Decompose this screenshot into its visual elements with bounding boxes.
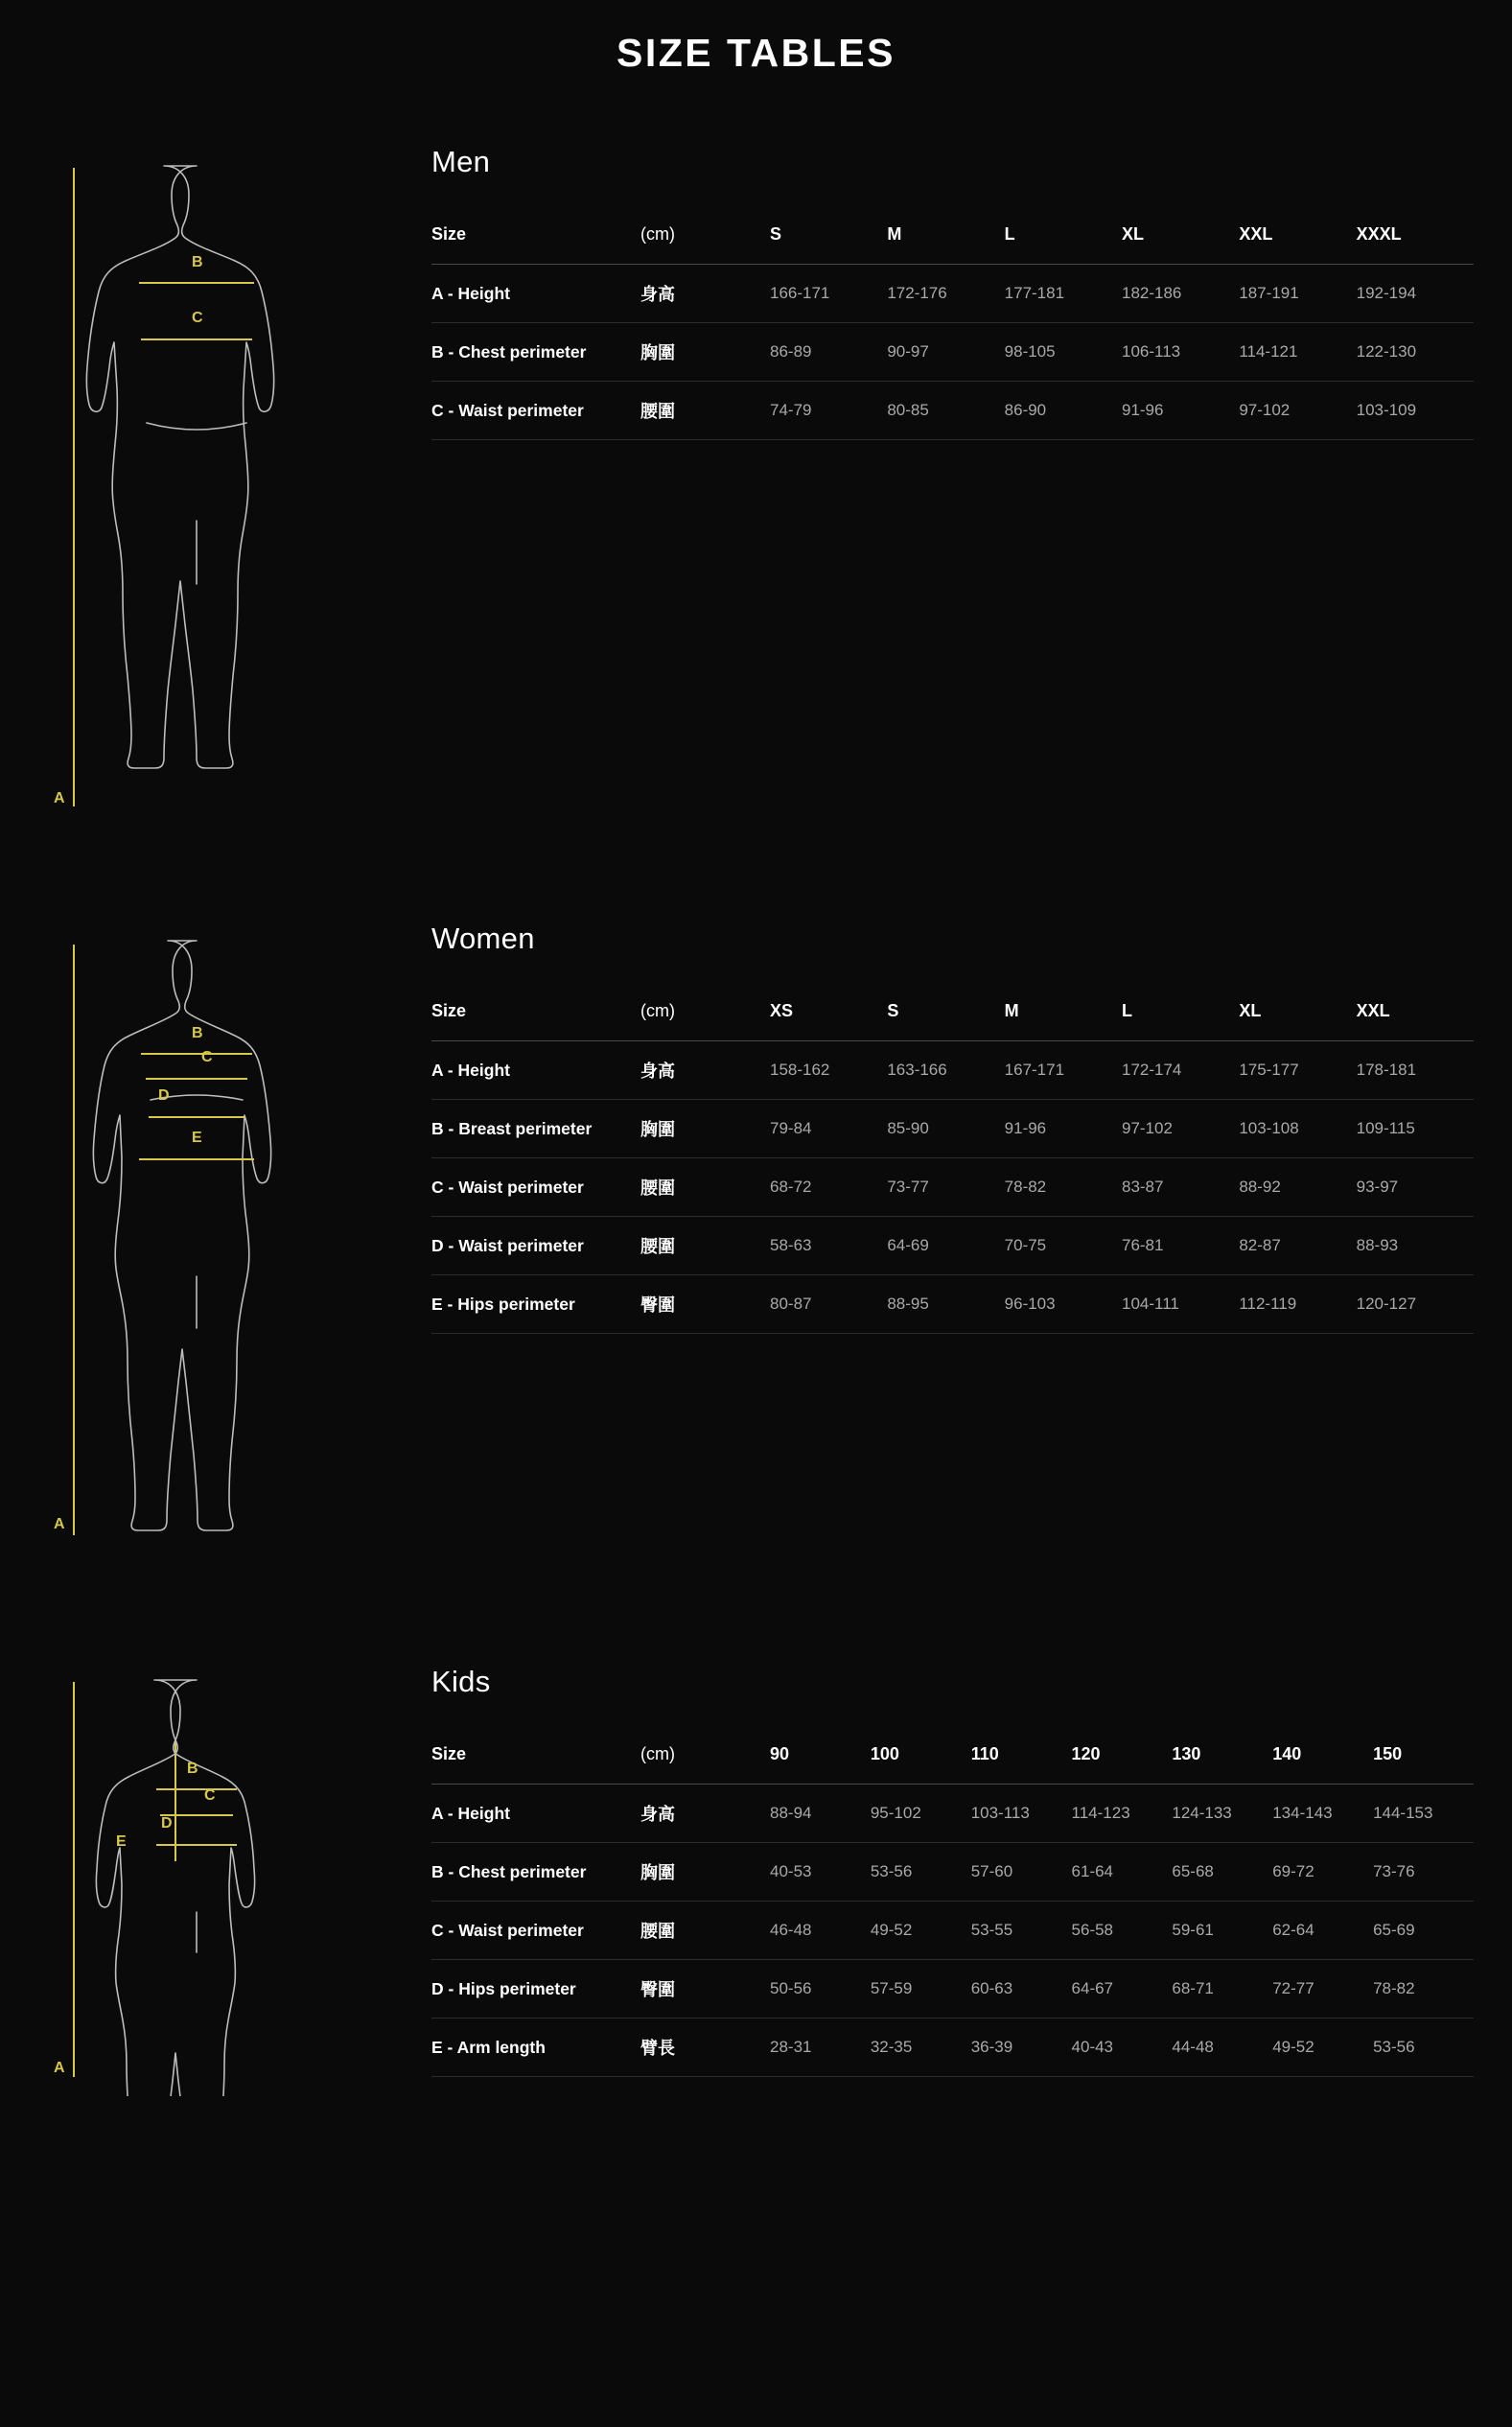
col-100: 100 [871,1728,971,1785]
women-size-table [431,985,1474,1334]
women-table-column [427,922,1474,1334]
cell: 62-64 [1272,1902,1373,1960]
cell: 78-82 [1005,1158,1122,1217]
women-marker-b: B [192,1025,203,1041]
cell: 56-58 [1072,1902,1173,1960]
cell: 104-111 [1122,1275,1239,1334]
men-size-table [431,208,1474,440]
row-label-cn: 臀圍 [640,1275,770,1334]
cell: 74-79 [770,382,887,440]
cell: 182-186 [1122,265,1239,323]
page-title: SIZE TABLES [616,31,896,75]
cell: 49-52 [1272,2019,1373,2077]
cell: 86-90 [1005,382,1122,440]
row-label: D - Hips perimeter [431,1960,640,2019]
table-row [431,265,1474,323]
col-m: M [887,208,1004,265]
row-label-cn: 腰圍 [640,1158,770,1217]
cell: 98-105 [1005,323,1122,382]
women-figure-column [53,922,427,1554]
row-label-cn: 胸圍 [640,323,770,382]
cell: 72-77 [1272,1960,1373,2019]
col-120: 120 [1072,1728,1173,1785]
cell: 172-176 [887,265,1004,323]
women-heading: Women [431,922,535,955]
row-label: A - Height [431,1785,640,1843]
row-label: B - Chest perimeter [431,1843,640,1902]
table-row [431,1275,1474,1334]
kids-marker-d: D [161,1815,173,1832]
table-row [431,323,1474,382]
kids-marker-b: B [187,1761,198,1777]
col-110: 110 [971,1728,1072,1785]
cell: 70-75 [1005,1217,1122,1275]
cell: 134-143 [1272,1785,1373,1843]
cell: 97-102 [1239,382,1356,440]
row-label-cn: 腰圍 [640,1902,770,1960]
col-150: 150 [1373,1728,1474,1785]
cell: 163-166 [887,1041,1004,1100]
row-label-cn: 臂長 [640,2019,770,2077]
col-s: S [770,208,887,265]
table-header-row [431,985,1474,1041]
row-label-cn: 身高 [640,265,770,323]
table-header-row [431,208,1474,265]
row-label-cn: 身高 [640,1041,770,1100]
row-label: C - Waist perimeter [431,1158,640,1217]
section-kids [0,1665,1512,2096]
col-unit: (cm) [640,1728,770,1785]
cell: 59-61 [1172,1902,1272,1960]
kids-marker-a: A [54,2060,65,2076]
cell: 91-96 [1122,382,1239,440]
cell: 40-53 [770,1843,871,1902]
cell: 78-82 [1373,1960,1474,2019]
women-figure [53,922,427,1554]
col-130: 130 [1172,1728,1272,1785]
men-table-column [427,145,1474,440]
col-xxl: XXL [1239,208,1356,265]
cell: 106-113 [1122,323,1239,382]
col-size: Size [431,985,640,1041]
cell: 44-48 [1172,2019,1272,2077]
cell: 114-121 [1239,323,1356,382]
cell: 32-35 [871,2019,971,2077]
women-marker-c: C [201,1049,213,1065]
table-row [431,2019,1474,2077]
cell: 97-102 [1122,1100,1239,1158]
cell: 58-63 [770,1217,887,1275]
cell: 88-92 [1239,1158,1356,1217]
table-row [431,1041,1474,1100]
cell: 120-127 [1357,1275,1474,1334]
cell: 53-56 [1373,2019,1474,2077]
row-label: D - Waist perimeter [431,1217,640,1275]
row-label-cn: 胸圍 [640,1843,770,1902]
col-xs: XS [770,985,887,1041]
table-row [431,1902,1474,1960]
cell: 93-97 [1357,1158,1474,1217]
row-label-cn: 腰圍 [640,382,770,440]
women-marker-d: D [158,1087,170,1104]
cell: 177-181 [1005,265,1122,323]
cell: 64-69 [887,1217,1004,1275]
table-row [431,1960,1474,2019]
cell: 112-119 [1239,1275,1356,1334]
cell: 166-171 [770,265,887,323]
cell: 36-39 [971,2019,1072,2077]
col-xxxl: XXXL [1357,208,1474,265]
col-size: Size [431,208,640,265]
cell: 76-81 [1122,1217,1239,1275]
cell: 80-85 [887,382,1004,440]
row-label-cn: 身高 [640,1785,770,1843]
row-label: C - Waist perimeter [431,1902,640,1960]
men-figure [53,145,427,816]
cell: 57-60 [971,1843,1072,1902]
women-marker-a: A [54,1516,65,1532]
cell: 90-97 [887,323,1004,382]
col-140: 140 [1272,1728,1373,1785]
col-xl: XL [1122,208,1239,265]
kids-table-column [427,1665,1474,2077]
cell: 172-174 [1122,1041,1239,1100]
cell: 50-56 [770,1960,871,2019]
col-size: Size [431,1728,640,1785]
col-xl: XL [1239,985,1356,1041]
col-l: L [1005,208,1122,265]
cell: 109-115 [1357,1100,1474,1158]
row-label-cn: 腰圍 [640,1217,770,1275]
cell: 175-177 [1239,1041,1356,1100]
cell: 83-87 [1122,1158,1239,1217]
kid-body-outline-svg [53,1665,379,2096]
cell: 95-102 [871,1785,971,1843]
col-90: 90 [770,1728,871,1785]
cell: 144-153 [1373,1785,1474,1843]
cell: 85-90 [887,1100,1004,1158]
row-label: C - Waist perimeter [431,382,640,440]
cell: 103-109 [1357,382,1474,440]
row-label: B - Breast perimeter [431,1100,640,1158]
cell: 65-69 [1373,1902,1474,1960]
cell: 68-72 [770,1158,887,1217]
cell: 53-55 [971,1902,1072,1960]
cell: 91-96 [1005,1100,1122,1158]
cell: 65-68 [1172,1843,1272,1902]
kids-marker-e: E [116,1833,127,1850]
row-label: E - Hips perimeter [431,1275,640,1334]
female-body-outline-svg [53,922,379,1554]
cell: 124-133 [1172,1785,1272,1843]
table-row [431,1217,1474,1275]
cell: 82-87 [1239,1217,1356,1275]
cell: 49-52 [871,1902,971,1960]
table-row [431,1100,1474,1158]
cell: 46-48 [770,1902,871,1960]
cell: 60-63 [971,1960,1072,2019]
kids-figure-column [53,1665,427,2096]
cell: 122-130 [1357,323,1474,382]
men-marker-c: C [192,310,203,326]
row-label-cn: 臀圍 [640,1960,770,2019]
table-row [431,1158,1474,1217]
section-women [0,922,1512,1554]
col-unit: (cm) [640,985,770,1041]
col-l: L [1122,985,1239,1041]
cell: 158-162 [770,1041,887,1100]
kids-heading: Kids [431,1665,491,1698]
cell: 69-72 [1272,1843,1373,1902]
table-header-row [431,1728,1474,1785]
cell: 103-108 [1239,1100,1356,1158]
col-m: M [1005,985,1122,1041]
cell: 57-59 [871,1960,971,2019]
row-label-cn: 胸圍 [640,1100,770,1158]
cell: 73-76 [1373,1843,1474,1902]
row-label: E - Arm length [431,2019,640,2077]
cell: 53-56 [871,1843,971,1902]
cell: 28-31 [770,2019,871,2077]
cell: 192-194 [1357,265,1474,323]
col-s: S [887,985,1004,1041]
kids-marker-c: C [204,1787,216,1804]
cell: 88-95 [887,1275,1004,1334]
men-heading: Men [431,145,491,178]
men-figure-column [53,145,427,816]
cell: 40-43 [1072,2019,1173,2077]
cell: 167-171 [1005,1041,1122,1100]
cell: 80-87 [770,1275,887,1334]
cell: 187-191 [1239,265,1356,323]
cell: 61-64 [1072,1843,1173,1902]
cell: 86-89 [770,323,887,382]
cell: 178-181 [1357,1041,1474,1100]
row-label: A - Height [431,265,640,323]
cell: 96-103 [1005,1275,1122,1334]
kids-size-table [431,1728,1474,2077]
men-marker-a: A [54,790,65,806]
cell: 64-67 [1072,1960,1173,2019]
table-row [431,1785,1474,1843]
male-body-outline-svg [53,145,379,816]
women-marker-e: E [192,1130,202,1146]
cell: 88-94 [770,1785,871,1843]
cell: 79-84 [770,1100,887,1158]
table-row [431,382,1474,440]
table-row [431,1843,1474,1902]
section-men [0,145,1512,816]
cell: 88-93 [1357,1217,1474,1275]
men-marker-b: B [192,254,203,270]
row-label: B - Chest perimeter [431,323,640,382]
cell: 114-123 [1072,1785,1173,1843]
cell: 103-113 [971,1785,1072,1843]
cell: 68-71 [1172,1960,1272,2019]
cell: 73-77 [887,1158,1004,1217]
row-label: A - Height [431,1041,640,1100]
kids-figure [53,1665,427,2096]
col-xxl: XXL [1357,985,1474,1041]
col-unit: (cm) [640,208,770,265]
